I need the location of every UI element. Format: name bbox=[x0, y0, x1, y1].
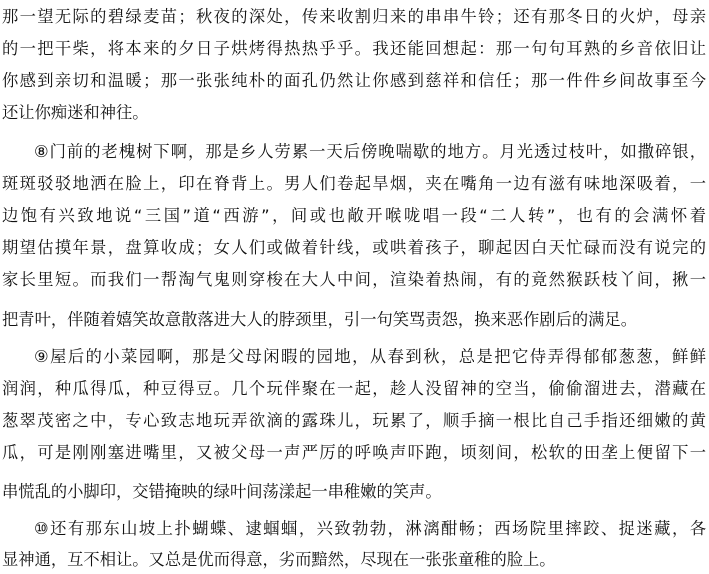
text-line: 还让你痴迷和神往。 bbox=[2, 103, 149, 122]
paragraph-8-first-line: ⑧门前的老槐树下啊，那是乡人劳累一天后傍晚喘歇的地方。月光透过枝叶，如撒碎银， bbox=[34, 142, 706, 161]
text-line: 那一望无际的碧绿麦苗；秋夜的深处，传来收割归来的串串牛铃；还有那冬日的火炉，母亲 bbox=[2, 7, 706, 26]
text-line: 期望估摸年景，盘算收成；女人们或做着针线，或哄着孩子，聊起因白天忙碌而没有说完的 bbox=[2, 238, 706, 257]
text-line: 把青叶，伴随着嬉笑故意散落进大人的脖颈里，引一句笑骂责怨，换来恶作剧后的满足。 bbox=[2, 310, 637, 329]
text-line: 润润，种瓜得瓜，种豆得豆。几个玩伴聚在一起，趁人没留神的空当，偷偷溜进去，潜藏在 bbox=[2, 379, 706, 398]
paragraph-10-first-line: ⑩还有那东山坡上扑蝴蝶、逮蝈蝈，兴致勃勃，淋漓酣畅；西场院里摔跤、捉迷藏，各 bbox=[34, 519, 706, 538]
text-line: 的一把干柴，将本来的夕日子烘烤得热热乎乎。我还能回想起：那一句句耳熟的乡音依旧让 bbox=[2, 39, 706, 58]
text-line: 瓜，可是刚刚塞进嘴里，又被父母一声严厉的呼唤声吓跑，顷刻间，松软的田垄上便留下一 bbox=[2, 443, 706, 462]
text-line: 串慌乱的小脚印，交错掩映的绿叶间荡漾起一串稚嫩的笑声。 bbox=[2, 482, 442, 501]
text-line: 边饱有兴致地说“三国”道“西游”，间或也敞开喉咙唱一段“二人转”，也有的会满怀着 bbox=[2, 206, 706, 225]
text-line: 你感到亲切和温暖；那一张张纯朴的面孔仍然让你感到慈祥和信任；那一件件乡间故事至今 bbox=[2, 71, 706, 90]
text-line: 家长里短。而我们一帮淘气鬼则穿梭在大人中间，渲染着热闹，有的竟然猴跃枝丫间，揪一 bbox=[2, 270, 706, 289]
text-line: 葱翠茂密之中，专心致志地玩弄欲滴的露珠儿，玩累了，顺手摘一根比自己手指还细嫩的黄 bbox=[2, 411, 706, 430]
text-line: 斑斑驳驳地洒在脸上，印在脊背上。男人们卷起旱烟，夹在嘴角一边有滋有味地深吸着，一 bbox=[2, 174, 706, 193]
text-line: 显神通，互不相让。又总是优而得意，劣而黯然，尽现在一张张童稚的脸上。 bbox=[2, 550, 556, 569]
paragraph-9-first-line: ⑨屋后的小菜园啊，那是父母闲暇的园地，从春到秋，总是把它侍弄得郁郁葱葱，鲜鲜 bbox=[34, 347, 706, 366]
